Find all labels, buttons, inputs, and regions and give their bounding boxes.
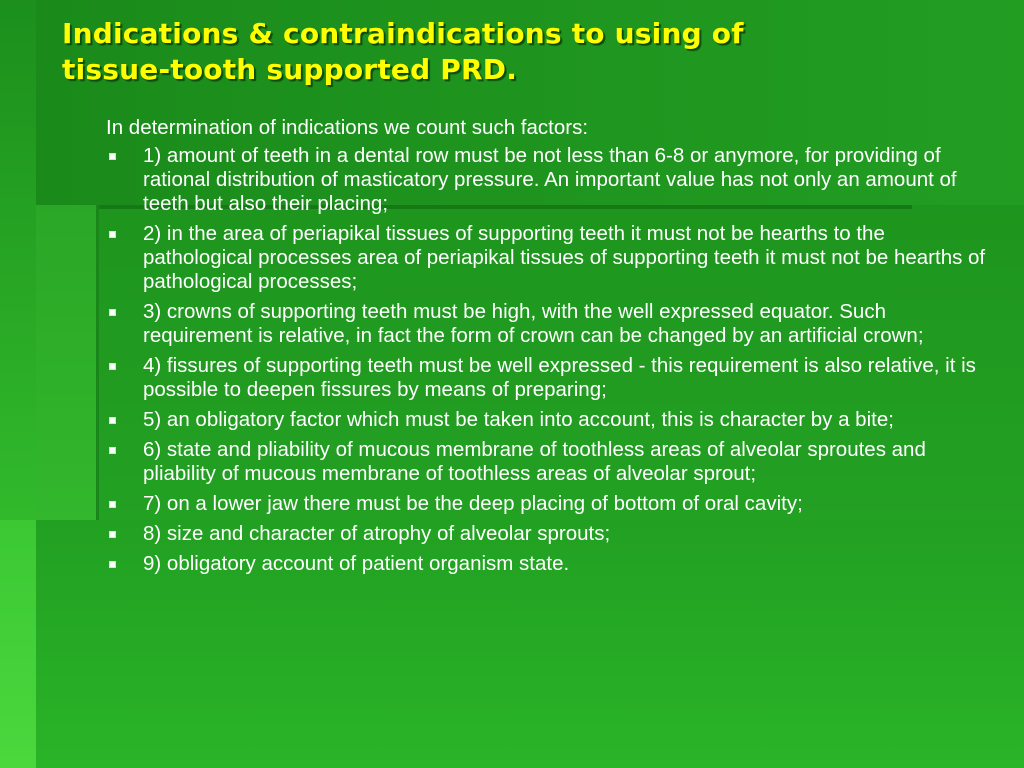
slide-title — [62, 16, 1002, 88]
square-bullet-icon — [109, 153, 116, 160]
intro-text: In determination of indications we count such factors: — [106, 116, 589, 139]
list-item — [106, 354, 986, 402]
square-bullet-icon — [109, 531, 116, 538]
factor-text: 5) an obligatory factor which must be taken into account, this is character by a bite; — [143, 408, 894, 431]
list-item — [106, 222, 986, 294]
factor-text: 9) obligatory account of patient organism state. — [143, 552, 570, 575]
list-item — [106, 492, 986, 516]
square-bullet-icon — [109, 561, 116, 568]
factor-text: 7) on a lower jaw there must be the deep placing of bottom of oral cavity; — [143, 492, 803, 515]
list-item — [106, 522, 986, 546]
factors-list — [106, 144, 986, 576]
decorative-vertical-line — [96, 205, 99, 520]
slide-body — [106, 116, 986, 582]
square-bullet-icon — [109, 309, 116, 316]
list-item — [106, 300, 986, 348]
square-bullet-icon — [109, 501, 116, 508]
list-item — [106, 408, 986, 432]
title-line-1: Indications & contraindications to using of — [62, 17, 744, 50]
factor-text: 6) state and pliability of mucous membrane of toothless areas of alveolar sproutes and pliability of mucous membrane of toothless areas of alveolar sprout; — [143, 438, 926, 485]
square-bullet-icon — [109, 447, 116, 454]
list-item — [106, 438, 986, 486]
decorative-lower-left-block — [0, 520, 36, 768]
square-bullet-icon — [109, 231, 116, 238]
factor-text: 8) size and character of atrophy of alveolar sprouts; — [143, 522, 611, 545]
square-bullet-icon — [109, 417, 116, 424]
title-line-2: tissue-tooth supported PRD. — [62, 53, 518, 86]
factor-text: 2) in the area of periapikal tissues of supporting teeth it must not be hearths to the pathological processes area of periapikal tissues of supporting teeth it must not be hearths of pathological processes; — [143, 222, 986, 293]
list-item — [106, 144, 986, 216]
factor-text: 4) fissures of supporting teeth must be well expressed - this requirement is also relative, it is possible to deepen fissures by means of preparing; — [143, 354, 976, 401]
square-bullet-icon — [109, 363, 116, 370]
decorative-middle-left-block — [36, 205, 96, 520]
list-item — [106, 552, 986, 576]
factor-text: 1) amount of teeth in a dental row must be not less than 6-8 or anymore, for providing of rational distribution of masticatory pressure. An important value has not only an amount of teeth but also their placing; — [143, 144, 957, 215]
factor-text: 3) crowns of supporting teeth must be high, with the well expressed equator. Such requirement is relative, in fact the form of crown can be changed by an artificial crown; — [143, 300, 924, 347]
